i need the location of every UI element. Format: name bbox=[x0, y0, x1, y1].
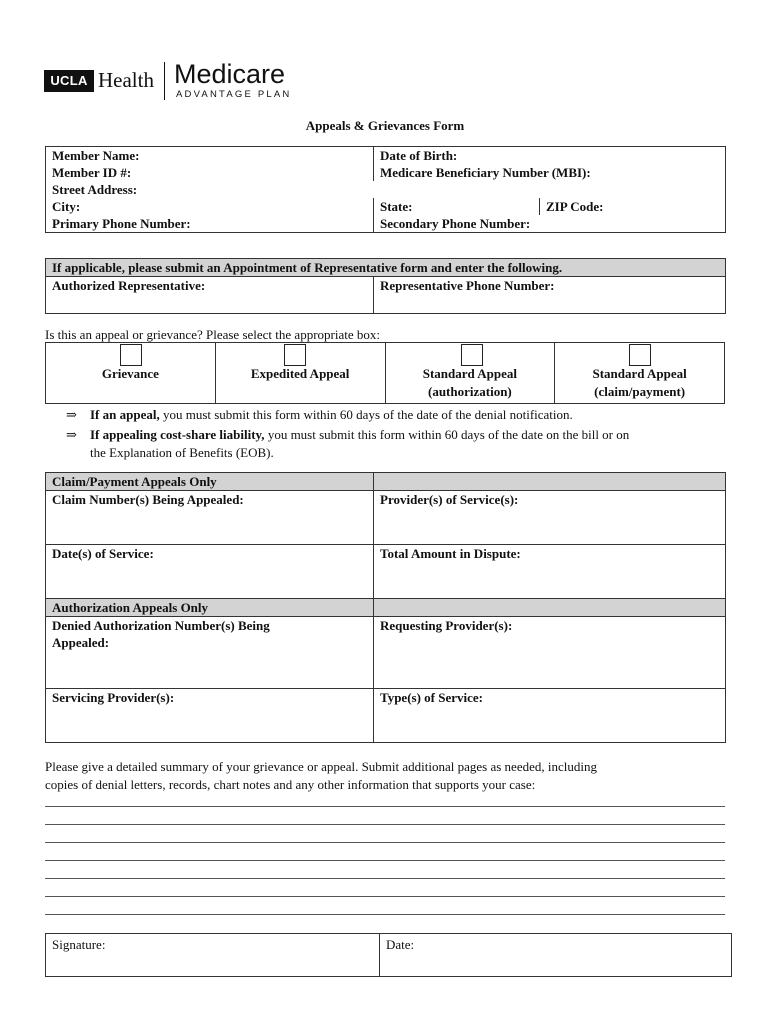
signature-field[interactable] bbox=[46, 934, 380, 977]
standard-appeal-claim-label bbox=[555, 365, 724, 401]
option-standard-appeal-authorization bbox=[385, 343, 555, 404]
option-grievance bbox=[46, 343, 216, 404]
claims-header-blank bbox=[374, 473, 726, 491]
appeal-deadline-bold: If an appeal, bbox=[90, 407, 160, 422]
denied-authorization-field[interactable] bbox=[46, 617, 374, 689]
summary-line[interactable] bbox=[45, 860, 725, 861]
street-address-label: Street Address: bbox=[52, 182, 138, 197]
summary-instruction-2: copies of denial letters, records, chart notes and any other information that supports your case: bbox=[45, 777, 536, 792]
requesting-provider-field[interactable] bbox=[374, 617, 726, 689]
street-address-field[interactable] bbox=[46, 181, 726, 198]
requesting-provider-label: Requesting Provider(s): bbox=[380, 618, 513, 633]
amount-dispute-field[interactable] bbox=[374, 545, 726, 599]
arrow-icon: ⇒ bbox=[66, 427, 77, 442]
standard-appeal-authorization-line1: Standard Appeal bbox=[422, 366, 518, 381]
logo-plan-text: ADVANTAGE PLAN bbox=[176, 89, 292, 100]
secondary-phone-field[interactable] bbox=[374, 215, 726, 233]
primary-phone-field[interactable] bbox=[46, 215, 374, 233]
providers-label: Provider(s) of Service(s): bbox=[380, 492, 519, 507]
zip-label: ZIP Code: bbox=[546, 199, 604, 214]
summary-instruction-1: Please give a detailed summary of your grievance or appeal. Submit additional pages as needed, including bbox=[45, 759, 597, 774]
standard-appeal-authorization-label bbox=[386, 365, 555, 401]
standard-appeal-claim-checkbox[interactable] bbox=[629, 344, 651, 366]
state-label: State: bbox=[380, 199, 413, 214]
option-standard-appeal-claim bbox=[555, 343, 725, 404]
dob-label: Date of Birth: bbox=[380, 148, 458, 163]
member-id-label: Member ID #: bbox=[52, 165, 132, 180]
servicing-provider-label: Servicing Provider(s): bbox=[52, 690, 175, 705]
authorized-rep-field[interactable] bbox=[46, 277, 374, 314]
cost-share-bold: If appealing cost-share liability, bbox=[90, 427, 265, 442]
form-title: Appeals & Grievances Form bbox=[305, 118, 465, 133]
denied-authorization-label-cont: Appealed: bbox=[52, 635, 110, 650]
cost-share-note-cont: the Explanation of Benefits (EOB). bbox=[90, 445, 274, 460]
signature-date-field[interactable] bbox=[380, 934, 732, 977]
rep-phone-label: Representative Phone Number: bbox=[380, 278, 555, 293]
logo-divider bbox=[164, 62, 165, 100]
logo-health-text: Health bbox=[98, 68, 154, 92]
mbi-field[interactable] bbox=[374, 164, 726, 181]
secondary-phone-label: Secondary Phone Number: bbox=[380, 216, 531, 231]
ucla-logo-box: UCLA bbox=[44, 70, 94, 92]
member-id-field[interactable] bbox=[46, 164, 374, 181]
primary-phone-label: Primary Phone Number: bbox=[52, 216, 191, 231]
dob-field[interactable] bbox=[374, 147, 726, 165]
appeal-deadline-note bbox=[66, 406, 573, 424]
summary-line[interactable] bbox=[45, 824, 725, 825]
state-field[interactable] bbox=[374, 198, 540, 215]
servicing-provider-field[interactable] bbox=[46, 689, 374, 743]
claim-number-field[interactable] bbox=[46, 491, 374, 545]
standard-appeal-claim-line2: (claim/payment) bbox=[594, 384, 686, 399]
city-label: City: bbox=[52, 199, 81, 214]
member-name-field[interactable] bbox=[46, 147, 374, 165]
member-name-label: Member Name: bbox=[52, 148, 140, 163]
arrow-icon: ⇒ bbox=[66, 407, 77, 422]
claim-number-label: Claim Number(s) Being Appealed: bbox=[52, 492, 244, 507]
expedited-appeal-checkbox[interactable] bbox=[284, 344, 306, 366]
expedited-appeal-label: Expedited Appeal bbox=[250, 366, 350, 381]
representative-header: If applicable, please submit an Appointment of Representative form and enter the following. bbox=[46, 259, 726, 277]
type-of-service-field[interactable] bbox=[374, 689, 726, 743]
denied-authorization-label: Denied Authorization Number(s) Being bbox=[52, 618, 270, 633]
appeal-type-selector bbox=[45, 342, 725, 404]
standard-appeal-authorization-checkbox[interactable] bbox=[461, 344, 483, 366]
appeal-question: Is this an appeal or grievance? Please select the appropriate box: bbox=[45, 327, 380, 342]
authorized-rep-label: Authorized Representative: bbox=[52, 278, 206, 293]
cost-share-text: you must submit this form within 60 days of the date on the bill or on bbox=[264, 427, 630, 442]
grievance-checkbox[interactable] bbox=[120, 344, 142, 366]
authorization-header-blank bbox=[374, 599, 726, 617]
cost-share-note bbox=[66, 426, 629, 444]
appeal-details-table bbox=[45, 472, 726, 743]
rep-phone-field[interactable] bbox=[374, 277, 726, 314]
mbi-label: Medicare Beneficiary Number (MBI): bbox=[380, 165, 591, 180]
city-field[interactable] bbox=[46, 198, 374, 215]
summary-line[interactable] bbox=[45, 806, 725, 807]
summary-line[interactable] bbox=[45, 842, 725, 843]
signature-table bbox=[45, 933, 732, 977]
member-info-table bbox=[45, 146, 726, 233]
providers-field[interactable] bbox=[374, 491, 726, 545]
type-of-service-label: Type(s) of Service: bbox=[380, 690, 484, 705]
standard-appeal-claim-line1: Standard Appeal bbox=[592, 366, 687, 381]
summary-line[interactable] bbox=[45, 914, 725, 915]
amount-dispute-label: Total Amount in Dispute: bbox=[380, 546, 521, 561]
dates-of-service-label: Date(s) of Service: bbox=[52, 546, 154, 561]
zip-field[interactable] bbox=[540, 198, 726, 215]
authorization-header: Authorization Appeals Only bbox=[46, 599, 374, 617]
dates-of-service-field[interactable] bbox=[46, 545, 374, 599]
option-expedited-appeal bbox=[215, 343, 385, 404]
appeal-deadline-text: you must submit this form within 60 days of the date of the denial notification. bbox=[159, 407, 573, 422]
grievance-label: Grievance bbox=[101, 366, 159, 381]
signature-date-label: Date: bbox=[386, 937, 415, 952]
claims-header: Claim/Payment Appeals Only bbox=[46, 473, 374, 491]
representative-table bbox=[45, 258, 726, 314]
logo-medicare-text: Medicare bbox=[174, 59, 286, 89]
summary-line[interactable] bbox=[45, 878, 725, 879]
signature-label: Signature: bbox=[52, 937, 106, 952]
standard-appeal-authorization-line2: (authorization) bbox=[427, 384, 512, 399]
summary-line[interactable] bbox=[45, 896, 725, 897]
